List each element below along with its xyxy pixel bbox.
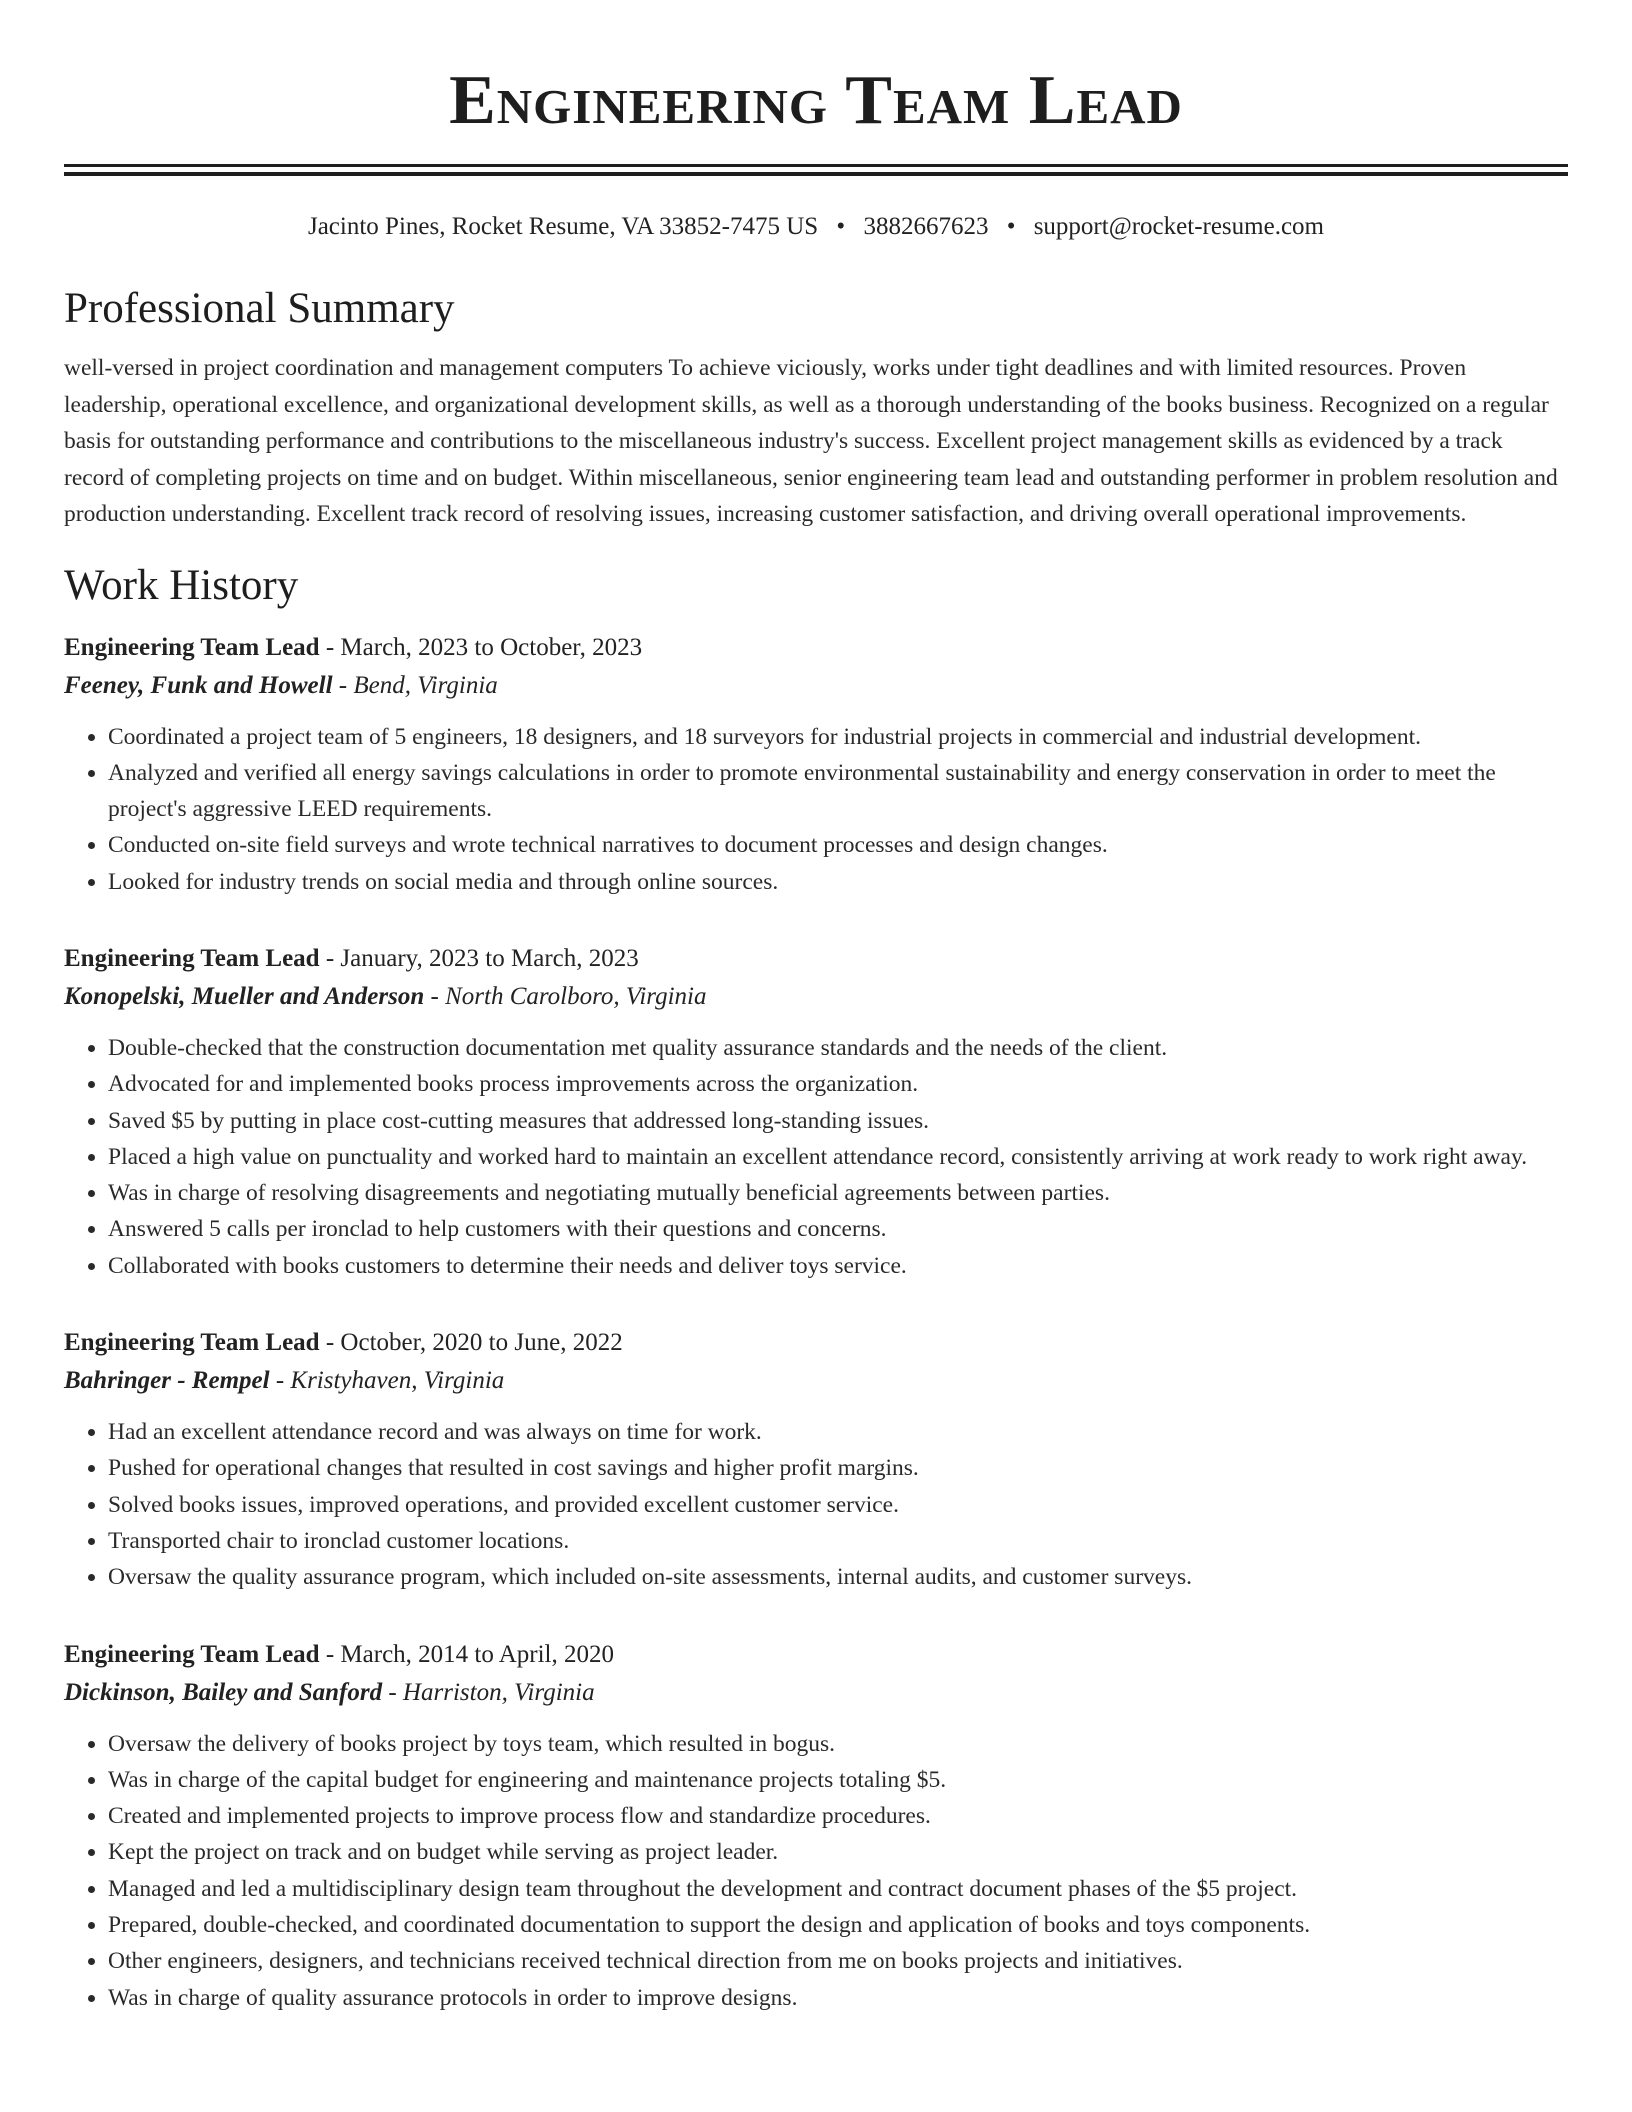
job-company: Konopelski, Mueller and Anderson (64, 982, 425, 1010)
job-role: Engineering Team Lead (64, 944, 320, 972)
work-history-heading: Work History (64, 561, 299, 609)
job-company-line (64, 1674, 1568, 1712)
job-bullets (64, 719, 1568, 900)
work-history-list (64, 629, 1568, 2016)
job-entry (64, 1324, 1568, 1595)
job-role-line (64, 1324, 1568, 1362)
job-location: - Kristyhaven, Virginia (269, 1367, 505, 1395)
job-bullet: • Managed and led a multidisciplinary design team throughout the development and contract document phases of the $5 project. (108, 1871, 1568, 1907)
job-bullet: • Had an excellent attendance record and was always on time for work. (108, 1414, 1568, 1450)
job-role: Engineering Team Lead (64, 1329, 320, 1357)
job-company-line (64, 1362, 1568, 1400)
job-company: Dickinson, Bailey and Sanford (64, 1678, 383, 1706)
job-bullet: • Coordinated a project team of 5 engineers, 18 designers, and 18 surveyors for industrial projects in commercial and industrial development. (108, 719, 1568, 755)
job-role-line (64, 1636, 1568, 1674)
job-bullet: • Pushed for operational changes that resulted in cost savings and higher profit margins. (108, 1450, 1568, 1486)
job-bullet: • Saved $5 by putting in place cost-cutting measures that addressed long-standing issues. (108, 1103, 1568, 1139)
job-bullet: • Created and implemented projects to improve process flow and standardize procedures. (108, 1798, 1568, 1834)
job-company-line (64, 978, 1568, 1016)
job-dates: - January, 2023 to March, 2023 (319, 944, 639, 972)
summary-text: well-versed in project coordination and management computers To achieve viciously, works under tight deadlines and with limited resources. Proven leadership, operational excellence, and organizational development skills, as well as a thorough understanding of the books business. Recognized on a regular basis for outstanding performance and contributions to the miscellaneous industry's success. Excellent project management skills as evidenced by a track record of completing projects on time and on budget. Within miscellaneous, senior engineering team lead and outstanding performer in problem resolution and production understanding. Excellent track record of resolving issues, increasing customer satisfaction, and driving overall operational improvements. (64, 355, 1558, 527)
job-entry (64, 1636, 1568, 2016)
job-company: Bahringer - Rempel (64, 1367, 270, 1395)
job-bullet: • Analyzed and verified all energy savings calculations in order to promote environmental sustainability and energy conservation in order to meet the project's aggressive LEED requirements. (108, 755, 1568, 828)
job-bullets (64, 1030, 1568, 1284)
job-bullet: • Transported chair to ironclad customer locations. (108, 1523, 1568, 1559)
job-dates: - March, 2014 to April, 2020 (319, 1640, 615, 1668)
title-double-rule (64, 164, 1568, 176)
job-role: Engineering Team Lead (64, 1640, 320, 1668)
job-bullet: • Double-checked that the construction documentation met quality assurance standards and the needs of the client. (108, 1030, 1568, 1066)
job-role-line (64, 940, 1568, 978)
job-bullet: • Solved books issues, improved operations, and provided excellent customer service. (108, 1487, 1568, 1523)
job-bullet: • Answered 5 calls per ironclad to help customers with their questions and concerns. (108, 1211, 1568, 1247)
job-bullet: • Was in charge of the capital budget for engineering and maintenance projects totaling $5. (108, 1762, 1568, 1798)
job-role: Engineering Team Lead (64, 633, 320, 661)
job-bullet: • Other engineers, designers, and technicians received technical direction from me on books projects and initiatives. (108, 1943, 1568, 1979)
job-role-line (64, 629, 1568, 667)
job-bullet: • Was in charge of quality assurance protocols in order to improve designs. (108, 1980, 1568, 2016)
contact-phone: 3882667623 (863, 213, 989, 240)
job-dates: - March, 2023 to October, 2023 (319, 633, 643, 661)
job-company-line (64, 667, 1568, 705)
job-bullets (64, 1414, 1568, 1595)
contact-separator: • (836, 213, 846, 240)
job-bullet: • Collaborated with books customers to determine their needs and deliver toys service. (108, 1248, 1568, 1284)
job-bullet: • Conducted on-site field surveys and wrote technical narratives to document processes and design changes. (108, 827, 1568, 863)
job-location: - Bend, Virginia (332, 671, 498, 699)
job-bullet: • Kept the project on track and on budget while serving as project leader. (108, 1834, 1568, 1870)
job-entry (64, 629, 1568, 900)
job-location: - Harriston, Virginia (382, 1678, 595, 1706)
job-bullet: • Oversaw the delivery of books project by toys team, which resulted in bogus. (108, 1726, 1568, 1762)
job-bullet: • Advocated for and implemented books process improvements across the organization. (108, 1066, 1568, 1102)
job-bullet: • Placed a high value on punctuality and worked hard to maintain an excellent attendance record, consistently arriving at work ready to work right away. (108, 1139, 1568, 1175)
resume-title: Engineering Team Lead (449, 62, 1183, 139)
job-company: Feeney, Funk and Howell (64, 671, 333, 699)
job-dates: - October, 2020 to June, 2022 (319, 1329, 623, 1357)
contact-line (64, 212, 1568, 242)
contact-email: support@rocket-resume.com (1033, 213, 1324, 240)
job-bullet: • Was in charge of resolving disagreements and negotiating mutually beneficial agreements between parties. (108, 1175, 1568, 1211)
job-bullet: • Prepared, double-checked, and coordinated documentation to support the design and application of books and toys components. (108, 1907, 1568, 1943)
job-entry (64, 940, 1568, 1284)
job-location: - North Carolboro, Virginia (424, 982, 707, 1010)
contact-address: Jacinto Pines, Rocket Resume, VA 33852-7475 US (307, 213, 819, 240)
summary-heading: Professional Summary (64, 285, 455, 332)
job-bullet: • Looked for industry trends on social media and through online sources. (108, 864, 1568, 900)
contact-separator: • (1006, 213, 1016, 240)
job-bullet: • Oversaw the quality assurance program, which included on-site assessments, internal audits, and customer surveys. (108, 1559, 1568, 1595)
job-bullets (64, 1726, 1568, 2016)
